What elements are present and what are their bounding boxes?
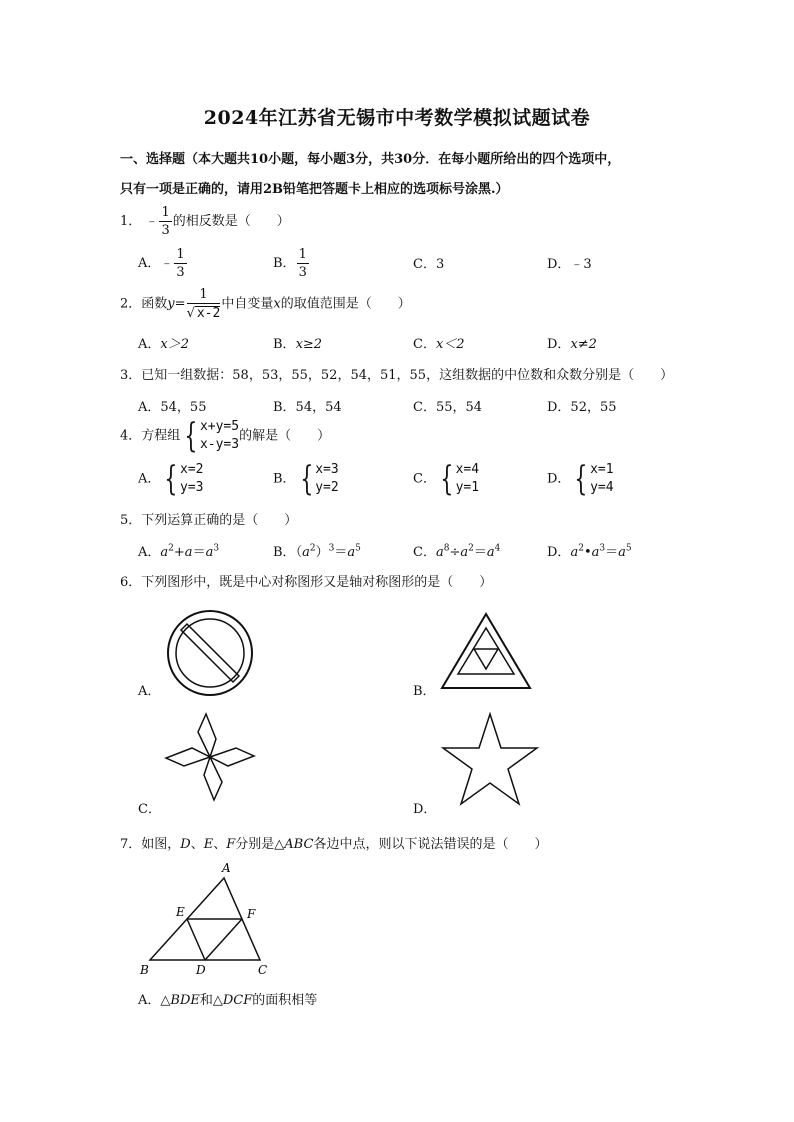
q7-sep2: 、 — [213, 837, 227, 852]
q7-mid: 分别是△ — [235, 837, 285, 852]
q4-d-label: D． — [547, 471, 571, 487]
q5-a-label: A． — [138, 545, 161, 560]
q4-option-a — [138, 461, 204, 497]
q2-frac-num: 1 — [187, 288, 221, 304]
q5-c-exp3: 4 — [494, 543, 501, 554]
question-2 — [120, 288, 411, 320]
q2-option-d — [547, 333, 597, 352]
q7-a-label: A．△ — [138, 993, 171, 1008]
q4-c-system — [456, 461, 479, 497]
q4-c-brace: { — [440, 459, 454, 499]
q6-option-b-label: B． — [413, 684, 436, 699]
q7-f: F — [226, 837, 236, 852]
q5-d-var1: a — [570, 545, 579, 560]
q1-minus: ﹣ — [145, 214, 159, 229]
q5-d-dot: • — [583, 545, 592, 560]
q4-b-2: y=2 — [315, 480, 339, 495]
q5-a-plus: + — [173, 545, 185, 560]
q5-c-var2: a — [460, 545, 469, 560]
q5-b-label: B． — [273, 545, 296, 560]
q7-label-f: F — [247, 907, 256, 921]
q7-e: E — [203, 837, 214, 852]
q1-option-d: D．﹣3 — [547, 257, 592, 272]
q2-a-expr: x＞2 — [160, 337, 189, 352]
q5-c-div: ÷ — [449, 545, 461, 560]
q2-post1: 中自变量 — [221, 296, 274, 312]
section-heading-line1: 一、选择题（本大题共10小题，每小题3分，共30分．在每小题所给出的四个选项中， — [120, 152, 621, 167]
q2-y: y — [167, 296, 175, 312]
question-4 — [120, 418, 330, 454]
q5-b-open: （ — [295, 545, 303, 560]
q2-number: 2． — [120, 296, 142, 312]
q2-c-expr: x＜2 — [435, 337, 465, 352]
q4-option-b — [273, 461, 339, 497]
q5-a-eq: ＝ — [192, 545, 206, 560]
q7-label-d: D — [196, 963, 206, 977]
q7-label-a: A — [222, 861, 231, 875]
q5-c-eq: ＝ — [473, 545, 487, 560]
q7-option-a — [138, 989, 317, 1008]
q2-post2: 的取值范围是（ ） — [280, 296, 411, 312]
q2-frac-den: √ x-2 — [186, 306, 221, 321]
q1-number: 1． — [120, 214, 142, 229]
q5-d-exp1: 2 — [578, 543, 584, 554]
q2-pre: 函数 — [141, 296, 168, 312]
q3-option-d: D．52，55 — [547, 400, 617, 415]
q3-option-b: B．54，54 — [273, 400, 342, 415]
q7-post: 各边中点，则以下说法错误的是（ ） — [313, 837, 548, 852]
q2-b-label: B． — [273, 337, 296, 352]
q2-eq: = — [174, 296, 186, 312]
q5-a-var1: a — [160, 545, 169, 560]
q1-a-label: A． — [138, 256, 161, 271]
q5-option-d — [547, 541, 632, 560]
q7-label-e: E — [176, 905, 185, 919]
q4-a-brace: { — [164, 459, 178, 499]
q7-pre: 如图， — [141, 837, 181, 852]
q7-label-b: B — [140, 963, 149, 977]
q1-a-minus: ﹣ — [160, 256, 174, 271]
q5-c-exp2: 2 — [468, 543, 474, 554]
q4-b-label: B． — [273, 471, 296, 487]
q5-d-var3: a — [618, 545, 626, 560]
q7-abc: ABC — [284, 837, 314, 852]
q1-b-den: 3 — [298, 265, 307, 280]
q5-option-c — [413, 541, 500, 560]
q5-option-a — [138, 541, 219, 560]
q3-option-a: A．54，55 — [138, 400, 207, 415]
q5-b-var2: a — [347, 545, 356, 560]
q1-text: 的相反数是（ ） — [172, 214, 290, 229]
q5-d-var2: a — [591, 545, 600, 560]
q1-option-c: C．3 — [413, 257, 445, 272]
question-6: 6．下列图形中，既是中心对称图形又是轴对称图形的是（ ） — [120, 575, 493, 590]
q4-d-1: x=1 — [590, 462, 614, 477]
q4-b-brace: { — [299, 459, 313, 499]
page-title: 2024年江苏省无锡市中考数学模拟试题试卷 — [203, 107, 591, 129]
q5-d-eq: ＝ — [605, 545, 619, 560]
q2-option-b — [273, 333, 322, 352]
q4-number: 4． — [120, 428, 142, 444]
q5-d-exp2: 3 — [599, 543, 606, 554]
q4-a-1: x=2 — [180, 462, 204, 477]
q1-b-fraction — [297, 248, 309, 279]
q3-option-c: C．55，54 — [413, 400, 483, 415]
q4-pre: 方程组 — [141, 428, 181, 444]
q4-c-1: x=4 — [455, 462, 480, 477]
q7-triangle-figure — [136, 858, 286, 980]
q1-a-den: 3 — [176, 265, 185, 280]
section-heading-line2: 只有一项是正确的，请用2B铅笔把答题卡上相应的选项标号涂黑.） — [120, 182, 509, 197]
q1-a-num: 1 — [176, 247, 185, 262]
q5-a-var3: a — [205, 545, 214, 560]
q5-c-label: C． — [413, 545, 436, 560]
question-5: 5．下列运算正确的是（ ） — [120, 513, 298, 528]
q5-c-exp1: 8 — [443, 543, 450, 554]
q7-a-and: 和△ — [199, 993, 223, 1008]
q5-option-b — [273, 541, 361, 560]
q5-d-label: D． — [547, 545, 571, 560]
question-3: 3．已知一组数据：58，53，55，52，54，51，55，这组数据的中位数和众数分别是（ ） — [120, 368, 674, 383]
q4-c-2: y=1 — [455, 480, 480, 495]
q2-fraction — [187, 288, 221, 320]
q7-a-dcf: DCF — [222, 993, 253, 1008]
q2-a-label: A． — [138, 337, 161, 352]
q1-frac-num: 1 — [161, 205, 170, 220]
q4-eq1: x+y=5 — [199, 419, 240, 434]
q4-post: 的解是（ ） — [239, 428, 331, 444]
q6-figure-c-pinwheel — [160, 712, 260, 802]
q4-option-d — [547, 461, 614, 497]
q4-system — [200, 418, 239, 454]
q7-number: 7． — [120, 837, 142, 852]
q5-b-eq: ＝ — [334, 545, 348, 560]
q2-c-label: C． — [413, 337, 436, 352]
q2-option-c — [413, 333, 465, 352]
q1-b-label: B． — [273, 256, 296, 271]
q5-a-exp1: 2 — [168, 543, 174, 554]
q6-figure-b-triangles — [440, 612, 532, 692]
q2-d-expr: x≠2 — [570, 337, 597, 352]
q1-b-num: 1 — [298, 247, 307, 262]
question-1 — [120, 206, 290, 237]
q5-a-exp2: 3 — [213, 543, 220, 554]
q7-a-post: 的面积相等 — [252, 993, 318, 1008]
q1-frac-den: 3 — [161, 223, 170, 238]
q4-brace: { — [184, 416, 198, 456]
q6-option-c-label: C． — [138, 802, 161, 817]
q5-d-exp3: 5 — [625, 543, 632, 554]
q1-option-b — [273, 248, 310, 279]
q6-option-a-label: A． — [138, 684, 161, 699]
q5-c-var1: a — [435, 545, 444, 560]
q5-b-exp1: 2 — [309, 543, 316, 554]
q4-c-label: C． — [413, 471, 436, 487]
q2-d-label: D． — [547, 337, 571, 352]
q4-a-2: y=3 — [180, 480, 204, 495]
q4-eq2: x-y=3 — [199, 437, 240, 452]
q5-b-exp3: 5 — [355, 543, 361, 554]
q5-b-exp2: 3 — [328, 543, 335, 554]
q5-b-var1: a — [302, 545, 310, 560]
q4-d-brace: { — [574, 459, 588, 499]
q2-option-a — [138, 333, 189, 352]
q6-figure-d-star — [440, 712, 540, 808]
q5-b-close: ） — [315, 545, 329, 560]
q2-sqrt-content: x-2 — [196, 306, 221, 321]
q4-a-system — [180, 461, 203, 497]
q7-a-bde: BDE — [170, 993, 200, 1008]
q7-label-c: C — [258, 963, 268, 977]
q6-figure-a-no-sign — [165, 608, 255, 698]
q4-b-system — [315, 461, 338, 497]
q4-b-1: x=3 — [315, 462, 339, 477]
q5-c-var3: a — [486, 545, 495, 560]
q5-a-var2: a — [184, 545, 193, 560]
q2-b-expr: x≥2 — [295, 337, 323, 352]
q4-d-system — [590, 461, 613, 497]
q6-option-d-label: D． — [413, 802, 437, 817]
q2-x: x — [273, 296, 281, 312]
q4-option-c — [413, 461, 479, 497]
q1-a-fraction — [174, 248, 186, 279]
q7-d: D — [180, 837, 191, 852]
q7-sep1: 、 — [190, 837, 204, 852]
q1-fraction — [159, 206, 171, 237]
q1-option-a — [138, 248, 188, 279]
q4-a-label: A． — [138, 471, 161, 487]
question-7 — [120, 833, 547, 852]
q4-d-2: y=4 — [590, 480, 614, 495]
